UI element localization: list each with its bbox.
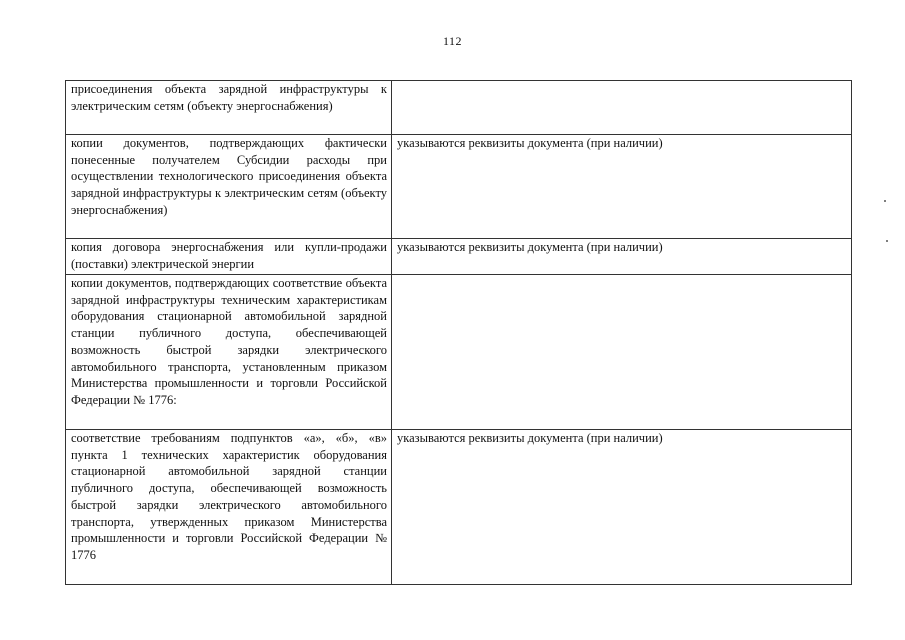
cell-text: указываются реквизиты документа (при наличии) [397, 431, 663, 445]
table-row [66, 275, 852, 430]
table-cell-details [392, 430, 852, 585]
cell-text: копия договора энергоснабжения или купли-продажи (поставки) электрической энергии [71, 240, 387, 271]
table-row [66, 239, 852, 275]
table-cell-details [392, 81, 852, 135]
scan-speck [886, 240, 888, 242]
cell-text: копии документов, подтверждающих соответствие объекта зарядной инфраструктуры техническим характеристикам оборудования стационарной автомобильной зарядной станции публичного доступа, обеспечивающей возможность быстрой зарядки электрического автомобильного транспорта, установленным приказом Министерства промышленности и торговли Российской Федерации № 1776: [71, 276, 387, 407]
page-number: 112 [442, 34, 463, 48]
table-cell-description [66, 81, 392, 135]
table-cell-description [66, 430, 392, 585]
table-cell-description [66, 275, 392, 430]
cell-text: указываются реквизиты документа (при наличии) [397, 240, 663, 254]
table-cell-details [392, 135, 852, 239]
table-row [66, 430, 852, 585]
scan-speck [884, 200, 886, 202]
cell-text: копии документов, подтверждающих фактически понесенные получателем Субсидии расходы при осуществлении технологического присоединения объекта зарядной инфраструктуры к электрическим сетям (объекту энергоснабжения) [71, 136, 387, 217]
table-row [66, 135, 852, 239]
table-cell-details [392, 275, 852, 430]
table-cell-details [392, 239, 852, 275]
table-cell-description [66, 135, 392, 239]
table-cell-description [66, 239, 392, 275]
cell-text: указываются реквизиты документа (при наличии) [397, 136, 663, 150]
cell-text: присоединения объекта зарядной инфраструктуры к электрическим сетям (объекту энергоснабжения) [71, 82, 387, 113]
table-row [66, 81, 852, 135]
document-table [65, 80, 852, 585]
cell-text: соответствие требованиям подпунктов «а», «б», «в» пункта 1 технических характеристик оборудования стационарной автомобильной зарядной станции публичного доступа, обеспечивающей возможность быстрой зарядки электрического автомобильного транспорта, утвержденных приказом Министерства промышленности и торговли Российской Федерации № 1776 [71, 431, 387, 562]
